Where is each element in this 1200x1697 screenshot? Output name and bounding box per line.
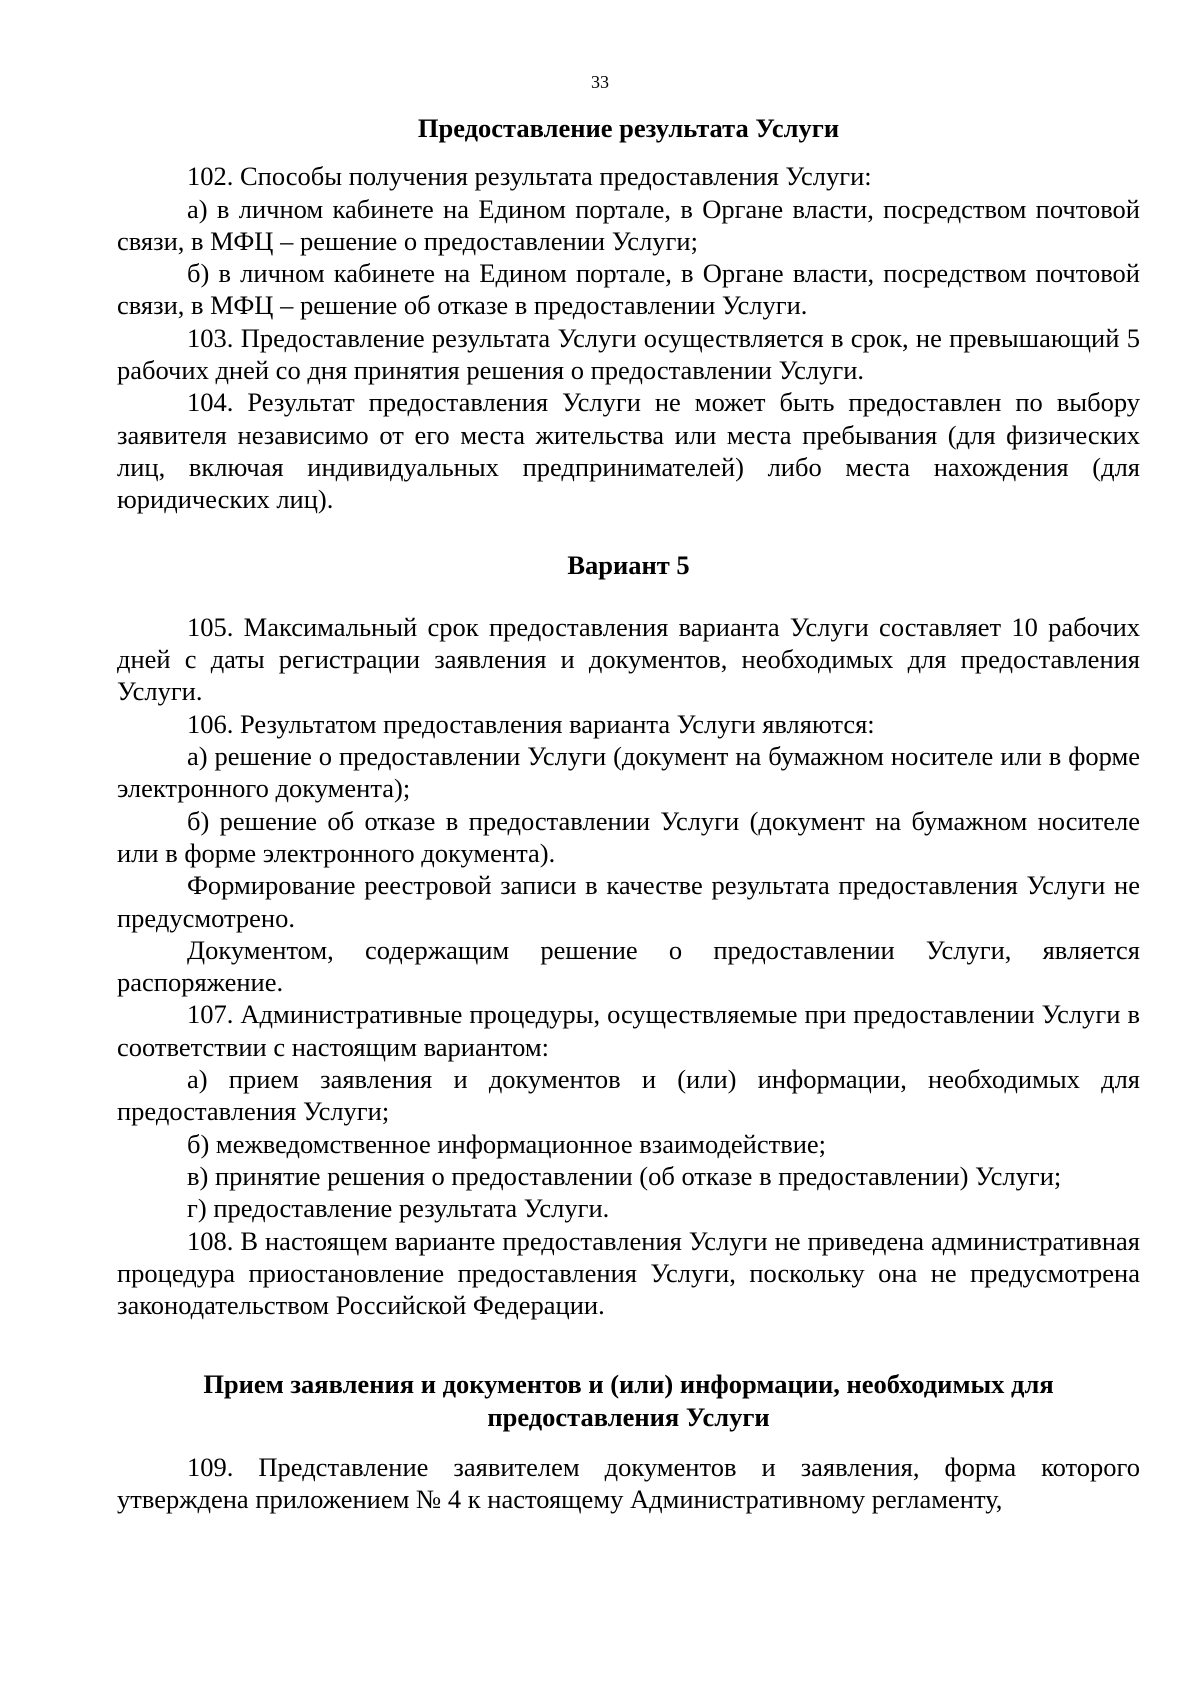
paragraph-107-a: а) прием заявления и документов и (или) информации, необходимых для предоставления Услуги;: [117, 1064, 1140, 1127]
paragraph-105: 105. Максимальный срок предоставления варианта Услуги составляет 10 рабочих дней с даты регистрации заявления и документов, необходимых для предоставления Услуги.: [117, 611, 1140, 707]
paragraph-106: 106. Результатом предоставления варианта Услуги являются:: [187, 708, 875, 739]
section-heading-result: Предоставление результата Услуги: [417, 113, 840, 143]
paragraph-106-a: а) решение о предоставлении Услуги (документ на бумажном носителе или в форме электронного документа);: [117, 741, 1140, 804]
section-heading-application-intake-line2: предоставления Услуги: [487, 1401, 770, 1432]
paragraph-102: 102. Способы получения результата предоставления Услуги:: [187, 161, 872, 192]
paragraph-104: 104. Результат предоставления Услуги не может быть предоставлен по выбору заявителя независимо от его места жительства или места пребывания (для физических лиц, включая индивидуальных предпринимателей) либо места нахождения (для юридических лиц).: [117, 387, 1140, 515]
paragraph-decision-document: Документом, содержащим решение о предоставлении Услуги, является распоряжение.: [117, 934, 1140, 998]
section-heading-application-intake-line1: Прием заявления и документов и (или) информации, необходимых для: [203, 1369, 1054, 1400]
paragraph-106-b: б) решение об отказе в предоставлении Услуги (документ на бумажном носителе или в форме электронного документа).: [117, 805, 1140, 868]
paragraph-109: 109. Представление заявителем документов и заявления, форма которого утверждена приложением № 4 к настоящему Административному регламенту,: [117, 1451, 1140, 1515]
document-body: [117, 112, 1140, 1516]
paragraph-107: 107. Административные процедуры, осуществляемые при предоставлении Услуги в соответствии с настоящим вариантом:: [117, 999, 1140, 1062]
paragraph-102-b: б) в личном кабинете на Едином портале, в Органе власти, посредством почтовой связи, в МФЦ – решение об отказе в предоставлении Услуги.: [117, 258, 1140, 321]
paragraph-registry-record: Формирование реестровой записи в качестве результата предоставления Услуги не предусмотрено.: [117, 870, 1140, 933]
paragraph-107-b: б) межведомственное информационное взаимодействие;: [187, 1128, 827, 1159]
paragraph-108: 108. В настоящем варианте предоставления Услуги не приведена административная процедура приостановление предоставления Услуги, поскольку она не предусмотрена законодательством Российской Федерации.: [117, 1225, 1140, 1321]
paragraph-103: 103. Предоставление результата Услуги осуществляется в срок, не превышающий 5 рабочих дней со дня принятия решения о предоставлении Услуги.: [117, 322, 1140, 386]
paragraph-102-a: а) в личном кабинете на Едином портале, в Органе власти, посредством почтовой связи, в МФЦ – решение о предоставлении Услуги;: [117, 193, 1140, 256]
section-heading-variant-5: Вариант 5: [567, 549, 690, 580]
page-number: 33: [591, 72, 609, 92]
paragraph-107-d: г) предоставление результата Услуги.: [187, 1193, 610, 1224]
paragraph-107-c: в) принятие решения о предоставлении (об отказе в предоставлении) Услуги;: [187, 1160, 1062, 1191]
